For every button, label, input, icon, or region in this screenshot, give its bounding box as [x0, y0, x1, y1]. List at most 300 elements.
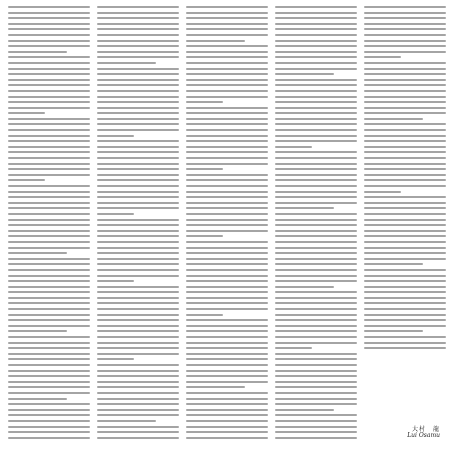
- text-line: [8, 107, 90, 109]
- text-line: [8, 40, 90, 42]
- text-line: [364, 129, 446, 131]
- text-line: [8, 342, 90, 344]
- text-line: [275, 73, 334, 75]
- text-line: [97, 6, 179, 8]
- text-line: [97, 437, 179, 439]
- text-line: [364, 196, 446, 198]
- author-signature: [407, 427, 440, 440]
- text-line: [364, 219, 446, 221]
- text-line: [8, 241, 90, 243]
- text-line: [186, 118, 268, 120]
- text-line: [364, 68, 446, 70]
- text-line: [97, 392, 179, 394]
- text-line: [186, 319, 268, 321]
- text-line: [97, 185, 179, 187]
- text-line: [275, 353, 357, 355]
- text-line: [97, 224, 179, 226]
- text-line: [8, 258, 90, 260]
- text-line: [8, 358, 90, 360]
- text-line: [97, 398, 179, 400]
- text-line: [364, 336, 446, 338]
- text-line: [364, 107, 446, 109]
- text-line: [97, 23, 179, 25]
- text-line: [364, 230, 446, 232]
- text-line: [8, 168, 90, 170]
- text-line: [186, 84, 268, 86]
- text-line: [275, 414, 357, 416]
- text-line: [364, 241, 446, 243]
- text-line: [186, 224, 268, 226]
- text-line: [364, 51, 446, 53]
- text-line: [364, 235, 446, 237]
- text-line: [8, 431, 90, 433]
- text-line: [8, 84, 90, 86]
- text-line: [275, 235, 357, 237]
- text-line: [364, 84, 446, 86]
- text-line: [275, 375, 357, 377]
- text-line: [8, 118, 90, 120]
- text-line: [275, 325, 357, 327]
- text-line: [186, 140, 268, 142]
- text-line: [186, 157, 268, 159]
- text-line: [275, 129, 357, 131]
- text-line: [275, 291, 357, 293]
- text-line: [275, 179, 357, 181]
- text-line: [8, 280, 90, 282]
- text-line: [97, 12, 179, 14]
- text-line: [186, 185, 268, 187]
- text-line: [97, 196, 179, 198]
- text-line: [8, 185, 90, 187]
- text-line: [275, 364, 357, 366]
- text-line: [275, 219, 357, 221]
- text-line: [8, 28, 90, 30]
- text-line: [8, 140, 90, 142]
- text-line: [364, 269, 446, 271]
- text-line: [364, 325, 446, 327]
- text-line: [97, 62, 156, 64]
- text-line: [275, 123, 357, 125]
- text-line: [186, 62, 268, 64]
- text-line: [186, 23, 268, 25]
- text-line: [275, 84, 357, 86]
- text-line: [364, 280, 446, 282]
- text-line: [8, 96, 90, 98]
- text-line: [275, 420, 357, 422]
- text-line: [275, 168, 357, 170]
- text-line: [186, 364, 268, 366]
- text-line: [275, 403, 357, 405]
- text-line: [8, 202, 90, 204]
- text-line: [275, 79, 357, 81]
- text-line: [275, 101, 357, 103]
- text-line: [97, 140, 179, 142]
- text-line: [275, 275, 357, 277]
- text-line: [186, 129, 268, 131]
- text-line: [186, 135, 268, 137]
- text-line: [275, 23, 357, 25]
- text-line: [8, 297, 90, 299]
- text-line: [97, 319, 179, 321]
- text-line: [97, 370, 179, 372]
- text-line: [97, 308, 179, 310]
- text-line: [8, 247, 90, 249]
- text-column-3: [186, 6, 268, 448]
- text-line: [275, 12, 357, 14]
- text-line: [8, 403, 90, 405]
- text-line: [8, 286, 90, 288]
- text-line: [364, 213, 446, 215]
- text-line: [8, 414, 90, 416]
- text-line: [275, 90, 357, 92]
- text-line: [97, 325, 179, 327]
- text-line: [97, 56, 179, 58]
- text-line: [275, 330, 357, 332]
- text-line: [364, 291, 446, 293]
- text-line: [364, 123, 446, 125]
- text-line: [8, 330, 67, 332]
- text-line: [8, 191, 90, 193]
- text-line: [186, 342, 268, 344]
- text-line: [186, 297, 268, 299]
- text-line: [97, 168, 179, 170]
- text-line: [97, 73, 179, 75]
- text-line: [97, 241, 179, 243]
- text-line: [275, 17, 357, 19]
- text-column-2: [97, 6, 179, 448]
- text-line: [8, 6, 90, 8]
- text-line: [8, 146, 90, 148]
- text-line: [275, 386, 357, 388]
- text-line: [97, 342, 179, 344]
- text-line: [186, 325, 268, 327]
- text-line: [8, 73, 90, 75]
- text-line: [8, 353, 90, 355]
- text-line: [275, 163, 357, 165]
- text-line: [97, 202, 179, 204]
- text-line: [186, 17, 268, 19]
- text-line: [97, 40, 179, 42]
- text-line: [97, 409, 179, 411]
- text-line: [97, 213, 134, 215]
- text-line: [275, 224, 357, 226]
- text-line: [8, 302, 90, 304]
- text-line: [364, 62, 446, 64]
- text-line: [364, 34, 446, 36]
- text-line: [364, 185, 446, 187]
- text-line: [8, 381, 90, 383]
- text-line: [8, 151, 90, 153]
- text-line: [97, 247, 179, 249]
- text-line: [275, 247, 357, 249]
- text-line: [186, 112, 268, 114]
- text-line: [275, 96, 357, 98]
- text-line: [275, 191, 357, 193]
- text-line: [275, 107, 357, 109]
- text-line: [186, 308, 268, 310]
- text-line: [186, 258, 268, 260]
- text-line: [8, 34, 90, 36]
- text-line: [186, 56, 268, 58]
- text-line: [186, 241, 268, 243]
- text-line: [275, 140, 357, 142]
- text-line: [97, 163, 179, 165]
- text-line: [97, 381, 179, 383]
- text-line: [364, 118, 423, 120]
- text-line: [186, 263, 268, 265]
- text-line: [186, 202, 268, 204]
- text-line: [275, 358, 357, 360]
- text-line: [8, 230, 90, 232]
- text-line: [97, 112, 179, 114]
- text-line: [186, 437, 268, 439]
- text-line: [8, 207, 90, 209]
- text-line: [8, 157, 90, 159]
- text-line: [186, 280, 268, 282]
- text-line: [186, 196, 268, 198]
- text-line: [364, 90, 446, 92]
- text-line: [186, 230, 268, 232]
- text-line: [8, 364, 90, 366]
- text-line: [275, 308, 357, 310]
- text-line: [97, 84, 179, 86]
- text-line: [275, 230, 357, 232]
- text-line: [364, 347, 446, 349]
- text-line: [186, 426, 268, 428]
- text-line: [275, 118, 357, 120]
- text-line: [275, 68, 357, 70]
- text-line: [97, 135, 134, 137]
- text-line: [186, 386, 245, 388]
- text-line: [8, 437, 90, 439]
- text-line: [8, 420, 90, 422]
- text-line: [8, 386, 90, 388]
- text-line: [97, 375, 179, 377]
- text-line: [275, 45, 357, 47]
- text-line: [364, 302, 446, 304]
- text-line: [186, 6, 268, 8]
- text-line: [97, 386, 179, 388]
- text-line: [186, 90, 268, 92]
- text-line: [186, 392, 268, 394]
- text-line: [8, 135, 90, 137]
- text-line: [275, 269, 357, 271]
- text-line: [97, 207, 179, 209]
- text-line: [186, 96, 268, 98]
- text-line: [8, 252, 67, 254]
- text-line: [364, 56, 401, 58]
- text-line: [364, 258, 446, 260]
- text-line: [8, 308, 90, 310]
- text-line: [364, 252, 446, 254]
- text-line: [364, 308, 446, 310]
- text-line: [275, 286, 334, 288]
- text-line: [364, 163, 446, 165]
- text-line: [364, 112, 446, 114]
- text-line: [186, 179, 268, 181]
- text-line: [97, 403, 179, 405]
- text-line: [364, 45, 446, 47]
- text-line: [364, 179, 446, 181]
- text-line: [97, 280, 134, 282]
- text-line: [186, 213, 268, 215]
- text-line: [8, 336, 90, 338]
- text-line: [97, 353, 179, 355]
- text-line: [275, 258, 357, 260]
- text-line: [186, 174, 268, 176]
- text-line: [8, 235, 90, 237]
- text-line: [364, 224, 446, 226]
- text-line: [364, 135, 446, 137]
- text-line: [8, 375, 90, 377]
- text-line: [275, 426, 357, 428]
- text-line: [275, 40, 357, 42]
- text-line: [97, 17, 179, 19]
- text-line: [275, 392, 357, 394]
- text-line: [186, 269, 268, 271]
- text-line: [275, 409, 334, 411]
- text-line: [97, 358, 134, 360]
- text-line: [8, 123, 90, 125]
- text-line: [364, 23, 446, 25]
- text-line: [186, 107, 268, 109]
- text-line: [186, 353, 268, 355]
- text-line: [97, 90, 179, 92]
- text-line: [97, 118, 179, 120]
- text-line: [186, 409, 268, 411]
- text-line: [186, 168, 223, 170]
- text-line: [186, 336, 268, 338]
- text-line: [8, 426, 90, 428]
- text-line: [364, 6, 446, 8]
- text-line: [97, 174, 179, 176]
- text-line: [364, 28, 446, 30]
- text-line: [8, 398, 67, 400]
- text-line: [275, 302, 357, 304]
- text-column-1: [8, 6, 90, 448]
- text-line: [186, 247, 268, 249]
- text-line: [364, 140, 446, 142]
- text-line: [275, 56, 357, 58]
- text-line: [364, 342, 446, 344]
- text-line: [8, 129, 90, 131]
- text-line: [364, 168, 446, 170]
- text-line: [275, 146, 312, 148]
- text-columns: [8, 6, 446, 448]
- text-line: [186, 398, 268, 400]
- text-line: [275, 398, 357, 400]
- text-line: [275, 252, 357, 254]
- text-line: [8, 179, 45, 181]
- text-line: [186, 275, 268, 277]
- text-line: [186, 34, 268, 36]
- text-line: [97, 263, 179, 265]
- text-line: [8, 219, 90, 221]
- text-line: [186, 207, 268, 209]
- text-line: [275, 437, 357, 439]
- text-line: [186, 151, 268, 153]
- text-line: [186, 163, 268, 165]
- text-line: [97, 151, 179, 153]
- author-name-japanese: 大村 龍: [411, 425, 440, 433]
- text-line: [186, 403, 268, 405]
- text-line: [186, 252, 268, 254]
- text-line: [186, 381, 268, 383]
- text-line: [186, 219, 268, 221]
- text-line: [186, 28, 268, 30]
- text-line: [97, 51, 179, 53]
- text-line: [364, 330, 423, 332]
- text-line: [186, 12, 268, 14]
- text-line: [8, 409, 90, 411]
- text-line: [8, 56, 90, 58]
- text-line: [275, 314, 357, 316]
- text-line: [186, 431, 268, 433]
- text-line: [186, 40, 245, 42]
- text-line: [186, 191, 268, 193]
- text-line: [186, 235, 223, 237]
- text-column-5: [364, 6, 446, 448]
- text-line: [275, 34, 357, 36]
- text-line: [364, 207, 446, 209]
- text-line: [97, 426, 179, 428]
- text-line: [275, 263, 357, 265]
- text-line: [186, 73, 268, 75]
- text-line: [364, 146, 446, 148]
- text-line: [8, 51, 67, 53]
- text-line: [97, 235, 179, 237]
- text-line: [186, 101, 223, 103]
- text-line: [275, 174, 357, 176]
- text-line: [186, 330, 268, 332]
- text-line: [8, 263, 90, 265]
- text-line: [275, 297, 357, 299]
- text-line: [8, 12, 90, 14]
- text-line: [364, 101, 446, 103]
- text-line: [97, 286, 179, 288]
- text-line: [186, 45, 268, 47]
- text-line: [8, 275, 90, 277]
- text-line: [186, 347, 268, 349]
- text-line: [8, 370, 90, 372]
- text-line: [275, 207, 334, 209]
- text-line: [364, 157, 446, 159]
- text-line: [364, 17, 446, 19]
- text-line: [186, 291, 268, 293]
- text-line: [8, 269, 90, 271]
- text-line: [186, 420, 268, 422]
- text-line: [97, 45, 179, 47]
- text-line: [97, 191, 179, 193]
- text-line: [97, 34, 179, 36]
- text-line: [275, 381, 357, 383]
- text-line: [97, 157, 179, 159]
- text-line: [8, 174, 90, 176]
- text-line: [8, 392, 90, 394]
- text-line: [364, 79, 446, 81]
- text-line: [364, 12, 446, 14]
- text-line: [275, 202, 357, 204]
- text-line: [364, 40, 446, 42]
- text-line: [364, 191, 401, 193]
- text-line: [8, 347, 90, 349]
- text-line: [364, 319, 446, 321]
- text-line: [275, 280, 357, 282]
- text-line: [186, 358, 268, 360]
- text-line: [186, 370, 268, 372]
- text-line: [8, 68, 90, 70]
- text-line: [97, 179, 179, 181]
